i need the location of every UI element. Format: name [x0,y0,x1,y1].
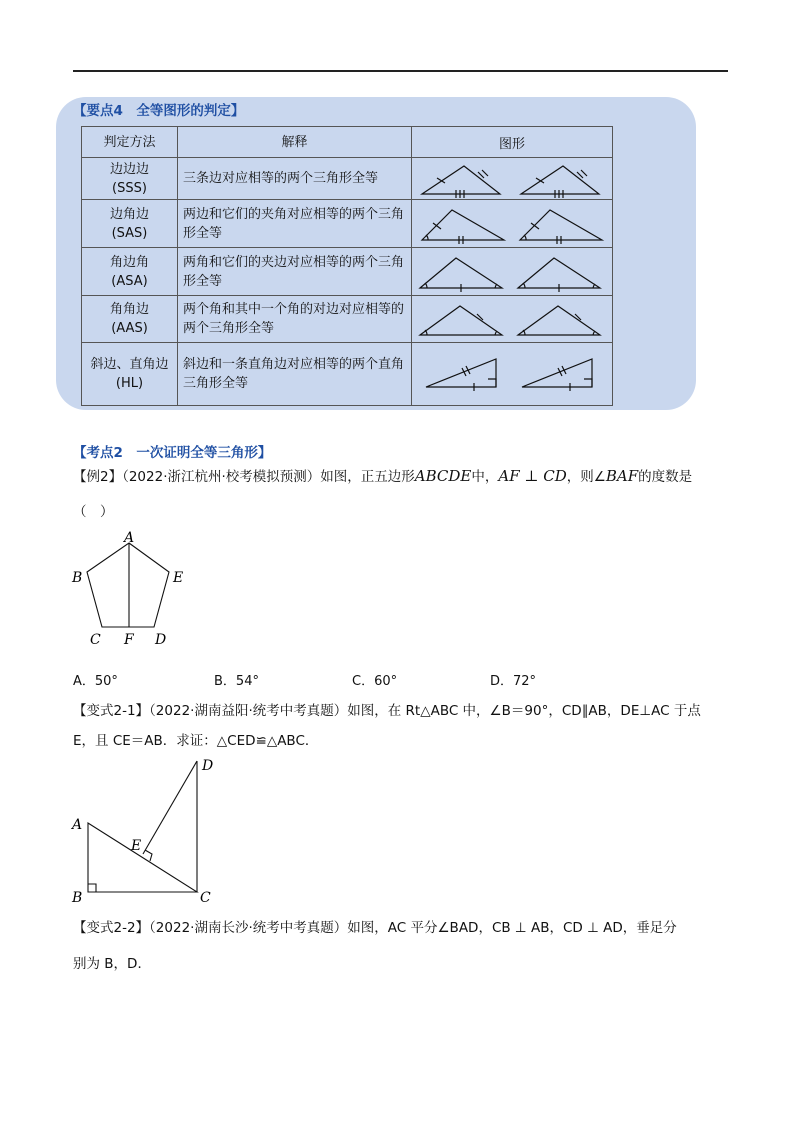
section-title-exam-point: 【考点2 一次证明全等三角形】 [73,445,272,461]
example-2-question [73,466,692,487]
method-description: 两边和它们的夹角对应相等的两个三角形全等 [178,200,412,248]
point-label: C [90,632,101,648]
asa-triangles-figure [412,248,612,295]
point-label: E [131,838,142,854]
congruence-criteria-table [81,126,613,406]
table-row [82,296,613,343]
method-abbr: (HL) [115,376,144,391]
example-label: 【例2】 [73,469,123,485]
angle-name: BAF [605,467,639,485]
example-source: （2022·浙江杭州·校考模拟预测）如图，正五边形 [122,469,415,485]
text-fragment: 的度数是 [638,469,693,485]
table-row [82,158,613,200]
method-name: 边角边 [109,206,149,222]
method-name: 斜边、直角边 [90,357,169,372]
point-label: A [124,530,135,546]
answer-paren: （ ） [73,504,114,520]
point-label: E [173,570,184,586]
method-description: 两个角和其中一个角的对边对应相等的两个三角形全等 [178,296,412,343]
point-label: D [202,758,214,774]
method-abbr: (AAS) [111,321,148,336]
option-c[interactable]: C．60° [352,674,398,689]
option-b[interactable]: B．54° [214,674,259,689]
method-name: 角角边 [109,302,149,317]
point-label: D [155,632,167,648]
table-header: 图形 [412,127,613,158]
point-label: C [200,890,211,906]
perpendicular-condition: AF ⊥ CD [498,467,567,485]
table-row [82,200,613,248]
pentagon-name: ABCDE [414,467,472,485]
header-rule [73,70,728,72]
sas-triangles-figure [412,200,612,247]
text-fragment: 中， [471,469,499,485]
method-description: 三条边对应相等的两个三角形全等 [178,158,412,200]
table-row [82,248,613,296]
method-name: 边边边 [109,161,149,177]
point-label: B [72,570,83,586]
option-a[interactable]: A．50° [73,674,118,689]
right-triangle-figure [60,752,230,910]
variant-2-2-line2: 别为 B，D． [73,956,151,972]
pentagon-figure [60,528,220,648]
aas-triangles-figure [412,296,612,342]
variant-2-1-line1: 【变式2-1】（2022·湖南益阳·统考中考真题）如图，在 Rt△ABC 中，∠B＝90°，CD∥AB，DE⊥AC 于点 [73,703,701,719]
section-title-key-point: 【要点4 全等图形的判定】 [73,103,245,119]
table-header: 解释 [178,127,412,158]
method-abbr: (ASA) [111,273,148,289]
table-header: 判定方法 [82,127,178,158]
method-description: 两角和它们的夹边对应相等的两个三角形全等 [178,248,412,296]
sss-triangles-figure [412,158,612,199]
variant-2-1-line2: E，且 CE＝AB．求证：△CED≌△ABC． [73,733,319,749]
table-header-row [82,127,613,158]
table-row [82,343,613,406]
method-abbr: (SSS) [112,180,147,196]
option-d[interactable]: D．72° [490,674,537,689]
point-label: B [72,890,83,906]
hl-triangles-figure [412,343,612,405]
text-fragment: ，则∠ [566,469,606,485]
point-label: F [124,632,134,648]
variant-2-2-line1: 【变式2-2】（2022·湖南长沙·统考中考真题）如图，AC 平分∠BAD，CB ⊥ AB，CD ⊥ AD，垂足分 [73,920,677,936]
method-abbr: (SAS) [111,225,148,241]
method-name: 角边角 [109,254,149,270]
point-label: A [72,817,83,833]
method-description: 斜边和一条直角边对应相等的两个直角三角形全等 [178,343,412,406]
